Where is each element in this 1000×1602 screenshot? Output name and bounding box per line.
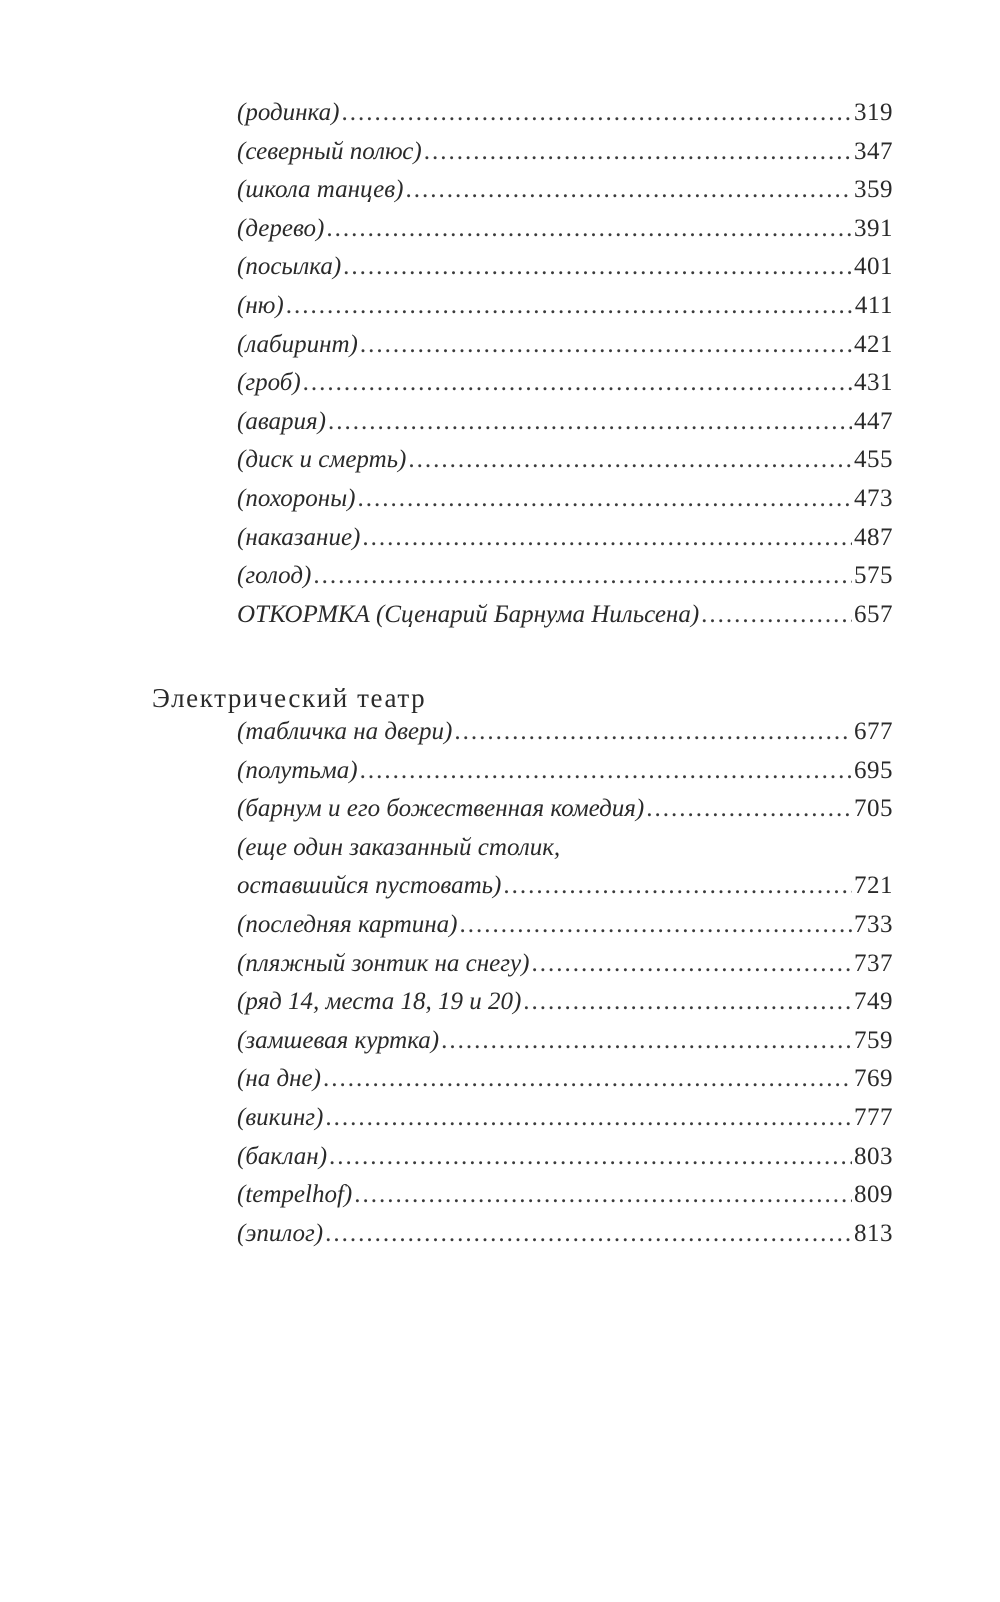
- toc-entry: [237, 945, 893, 984]
- toc-entry-page: 695: [854, 756, 893, 784]
- toc-entry-title: (северный полюс): [237, 137, 422, 165]
- toc-leader-dots: [503, 867, 852, 906]
- toc-entry-title: (посылка): [237, 253, 342, 281]
- toc-entry-title: (баклан): [237, 1142, 328, 1170]
- toc-entry-page: 677: [854, 718, 893, 745]
- toc-leader-dots: [646, 790, 852, 829]
- toc-entry: [237, 1138, 893, 1177]
- toc-entry-title: (голод): [237, 562, 312, 590]
- toc-entry-title: (еще один заказанный столик,: [237, 833, 561, 861]
- toc-entry-page: 411: [854, 291, 893, 319]
- toc-entry-page: 803: [854, 1142, 893, 1170]
- toc-entry-page: 721: [854, 872, 893, 900]
- toc-entry-page: 391: [854, 214, 893, 242]
- toc-entry: [237, 1022, 893, 1061]
- toc-entry-page: 359: [854, 176, 893, 204]
- toc-entry-page: 575: [854, 562, 893, 590]
- toc-entry: [237, 403, 893, 442]
- toc-leader-dots: [325, 1215, 852, 1254]
- toc-entry-page: 347: [854, 137, 893, 165]
- toc-entry-title: (дерево): [237, 214, 325, 242]
- toc-list-part1: [237, 94, 893, 634]
- toc-entry: [237, 1099, 893, 1138]
- toc-entry: [237, 867, 893, 906]
- toc-leader-dots: [701, 596, 852, 635]
- toc-entry-title: (диск и смерть): [237, 446, 407, 474]
- toc-entry: [237, 94, 893, 133]
- toc-entry: [237, 1215, 893, 1254]
- toc-entry: [237, 1176, 893, 1215]
- toc-entry-title: (викинг): [237, 1103, 324, 1131]
- toc-leader-dots: [343, 248, 852, 287]
- toc-leader-dots: [531, 945, 852, 984]
- toc-leader-dots: [286, 287, 853, 326]
- toc-entry: [237, 983, 893, 1022]
- toc-leader-dots: [459, 906, 852, 945]
- toc-entry-title: (полутьма): [237, 756, 358, 784]
- toc-entry-title: (лабиринт): [237, 330, 358, 358]
- toc-leader-dots: [325, 1099, 852, 1138]
- toc-entry-page: 657: [854, 600, 893, 628]
- toc-entry-title: (наказание): [237, 523, 361, 551]
- toc-entry-title: (похороны): [237, 484, 356, 512]
- toc-leader-dots: [362, 519, 852, 558]
- toc-entry-page: 813: [854, 1219, 893, 1247]
- toc-entry-title: (последняя картина): [237, 910, 458, 938]
- toc-entry-first-line: [237, 829, 893, 868]
- toc-entry: [237, 171, 893, 210]
- toc-entry-page: 319: [854, 99, 893, 126]
- toc-leader-dots: [303, 364, 852, 403]
- toc-entry-title: (замшевая куртка): [237, 1026, 440, 1054]
- toc-entry-title: (эпилог): [237, 1219, 324, 1247]
- toc-list-part2: [237, 713, 893, 1253]
- toc-entry-page: 705: [854, 795, 893, 823]
- toc-entry-page: 809: [854, 1181, 893, 1209]
- toc-leader-dots: [360, 326, 852, 365]
- toc-leader-dots: [328, 403, 852, 442]
- section-heading: Электрический театр: [152, 683, 427, 713]
- toc-entry: [237, 441, 893, 480]
- toc-entry-title: (tempelhof): [237, 1181, 353, 1209]
- toc-entry: [237, 287, 893, 326]
- toc-entry: [237, 790, 893, 829]
- toc-entry-chapter: [237, 596, 893, 635]
- toc-entry-title: (гроб): [237, 369, 301, 397]
- toc-entry-page: 473: [854, 484, 893, 512]
- toc-leader-dots: [354, 1176, 852, 1215]
- toc-entry: [237, 210, 893, 249]
- toc-entry-title: (ню): [237, 291, 284, 319]
- toc-entry-page: 487: [854, 523, 893, 551]
- toc-entry-page: 421: [854, 330, 893, 358]
- toc-leader-dots: [326, 210, 852, 249]
- toc-entry-title: (табличка на двери): [237, 718, 453, 745]
- toc-entry-page: 777: [854, 1103, 893, 1131]
- toc-entry-title: (родинка): [237, 99, 340, 126]
- toc-entry-page: 749: [854, 988, 893, 1016]
- toc-entry-page: 401: [854, 253, 893, 281]
- toc-leader-dots: [329, 1138, 852, 1177]
- toc-entry: [237, 480, 893, 519]
- toc-entry: [237, 713, 893, 752]
- toc-entry-page: 733: [854, 910, 893, 938]
- toc-entry-title: (школа танцев): [237, 176, 404, 204]
- toc-entry-title: ОТКОРМКА (Сценарий Барнума Нильсена): [237, 600, 700, 628]
- toc-entry-title: оставшийся пустовать): [237, 872, 502, 900]
- toc-leader-dots: [408, 441, 852, 480]
- toc-entry-page: 769: [854, 1065, 893, 1093]
- toc-entry-title: (барнум и его божественная комедия): [237, 795, 645, 823]
- toc-entry-page: 759: [854, 1026, 893, 1054]
- toc-entry: [237, 557, 893, 596]
- toc-leader-dots: [360, 752, 852, 791]
- toc-entry: [237, 133, 893, 172]
- toc-leader-dots: [405, 171, 852, 210]
- toc-leader-dots: [313, 557, 852, 596]
- toc-leader-dots: [523, 983, 852, 1022]
- toc-leader-dots: [357, 480, 852, 519]
- toc-entry: [237, 248, 893, 287]
- toc-entry: [237, 1060, 893, 1099]
- toc-entry-page: 737: [854, 949, 893, 977]
- toc-leader-dots: [341, 94, 852, 133]
- toc-entry: [237, 364, 893, 403]
- toc-entry-title: (на дне): [237, 1065, 321, 1093]
- toc-leader-dots: [454, 713, 852, 752]
- toc-entry-title: (пляжный зонтик на снегу): [237, 949, 530, 977]
- toc-leader-dots: [323, 1060, 852, 1099]
- toc-entry: [237, 519, 893, 558]
- toc-entry-title: (авария): [237, 407, 326, 435]
- toc-leader-dots: [441, 1022, 852, 1061]
- toc-entry: [237, 906, 893, 945]
- toc-entry: [237, 752, 893, 791]
- toc-entry-page: 455: [854, 446, 893, 474]
- toc-entry: [237, 326, 893, 365]
- toc-entry-title: (ряд 14, места 18, 19 и 20): [237, 988, 522, 1016]
- toc-leader-dots: [424, 133, 852, 172]
- toc-entry-page: 431: [854, 369, 893, 397]
- toc-entry-page: 447: [854, 407, 893, 435]
